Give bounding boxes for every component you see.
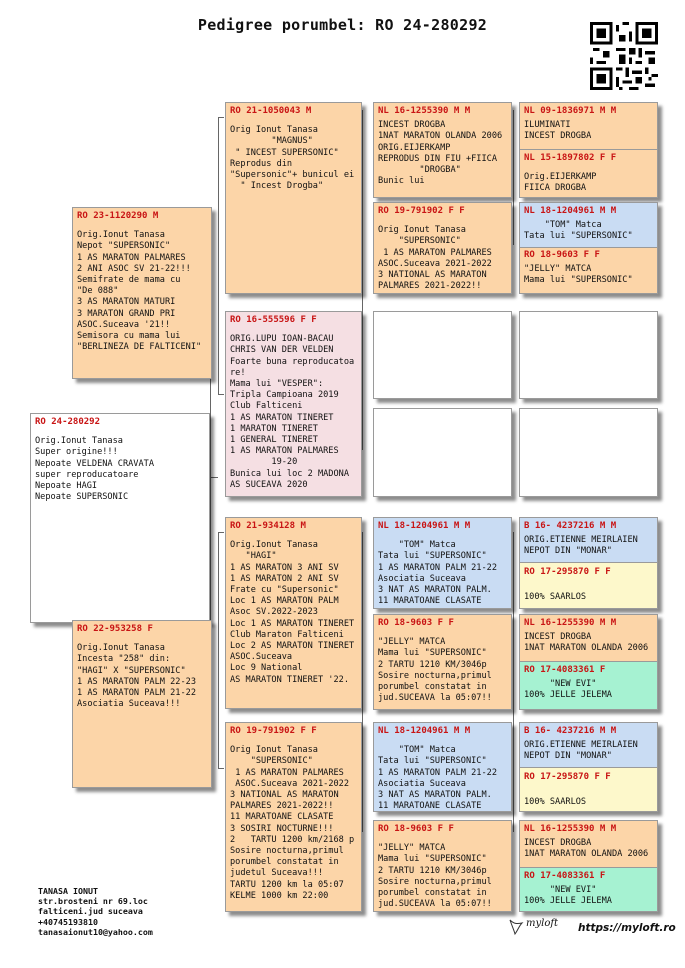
g3-card[interactable]: [373, 614, 512, 710]
ring-code: NL 18-1204961 M M: [524, 206, 617, 216]
g4-pair-card[interactable]: [519, 722, 658, 812]
ring-code: NL 16-1255390 M M: [378, 106, 471, 116]
card-description: Orig.Ionut Tanasa Nepot "SUPERSONIC" 1 AS MARATON PALMARES 2 ANI ASOC SV 21-22!!! Semifrate de mama cu "De 088" 3 AS MARATON MATURI 3 MARATON GRAND PRI ASOC.Suceava '21!! Semisora cu mama lui "BERLINEZA DE FALTICENI": [77, 230, 202, 353]
ring-code: B 16- 4237216 M M: [524, 726, 617, 736]
card-description: "TOM" Matca Tata lui "SUPERSONIC": [524, 220, 633, 242]
ring-code: NL 09-1836971 M M: [524, 106, 617, 116]
card-description: INCEST DROGBA 1NAT MARATON OLANDA 2006 ORIG.EIJERKAMP REPRODUS DIN FIU +FIICA "DROGBA" Bunic lui: [378, 120, 503, 187]
ring-code: RO 18-9603 F F: [378, 824, 454, 834]
card-description: "NEW EVI" 100% JELLE JELEMA: [524, 679, 612, 701]
g3-empty-card[interactable]: [373, 311, 512, 399]
pigeon-logo-icon: [508, 918, 524, 936]
ring-code: NL 18-1204961 M M: [378, 521, 471, 531]
grandsire-paternal-card[interactable]: [225, 102, 362, 294]
card-description: Orig.Ionut Tanasa "HAGI" 1 AS MARATON 3 ANI SV 1 AS MARATON 2 ANI SV Frate cu "Supersonic" Loc 1 AS MARATON PALM Asoc SV.2022-2023 Loc 1 AS MARATON TINERET Club Maraton Falticeni Loc 2 AS MARATON TINERET ASOC.Suceava Loc 9 National AS MARATON TINERET '22.: [230, 540, 355, 685]
card-description: Orig Ionut Tanasa "SUPERSONIC" 1 AS MARATON PALMARES ASOC.Suceava 2021-2022 3 NATIONAL AS MARATON PALMARES 2021-2022!! 11 MARATOANE CLASATE 3 SOSIRI NOCTURNE!!! 2 TARTU 1200 km/2168 p Sosire nocturna,primul porumbel constatat in judetul Suceava!!! TARTU 1200 km la 05:07 KELME 1000 km 22:00: [230, 745, 355, 901]
granddam-paternal-card[interactable]: [225, 311, 362, 497]
myloft-logo: myloft: [526, 918, 559, 929]
subject-card[interactable]: [30, 413, 210, 623]
g3-card[interactable]: [373, 722, 512, 812]
ring-code: RO 17-295870 F F: [524, 772, 611, 782]
granddam-maternal-card[interactable]: [225, 722, 362, 912]
ring-code: NL 16-1255390 M M: [524, 618, 617, 628]
card-description: Orig.EIJERKAMP FIICA DROGBA: [524, 172, 597, 194]
ring-code: RO 21-934128 M: [230, 521, 306, 531]
card-description: ORIG.LUPU IOAN-BACAU CHRIS VAN DER VELDEN Foarte buna reproducatoa re! Mama lui "VESPER": Tripla Campioana 2019 Club Falticeni 1 AS MARATON TINERET 1 MARATON TINERET 1 GENERAL TINERET 1 AS MARATON PALMARES 19-20 Bunica lui loc 2 MADONA AS SUCEAVA 2020: [230, 334, 355, 490]
ring-code: NL 18-1204961 M M: [378, 726, 471, 736]
card-description: 100% SAARLOS: [524, 797, 587, 808]
card-description: INCEST DROGBA 1NAT MARATON OLANDA 2006: [524, 838, 649, 860]
card-description: Orig Ionut Tanasa "SUPERSONIC" 1 AS MARATON PALMARES ASOC.Suceava 2021-2022 3 NATIONAL AS MARATON PALMARES 2021-2022!!: [378, 225, 492, 292]
ring-code: RO 17-4083361 F: [524, 665, 606, 675]
card-description: ILUMINATI INCEST DROGBA: [524, 120, 592, 142]
card-description: "TOM" Matca Tata lui "SUPERSONIC" 1 AS MARATON PALM 21-22 Asociatia Suceava 3 NAT AS MARATON PALM. 11 MARATOANE CLASATE: [378, 745, 497, 812]
card-description: ORIG.ETIENNE MEIRLAIEN NEPOT DIN "MONAR": [524, 740, 638, 762]
ring-code: RO 19-791902 F F: [378, 206, 465, 216]
ring-code: RO 17-295870 F F: [524, 567, 611, 577]
g4-empty-card[interactable]: [519, 408, 658, 497]
g4-pair-card[interactable]: [519, 102, 658, 198]
card-description: INCEST DROGBA 1NAT MARATON OLANDA 2006: [524, 632, 649, 654]
card-description: "JELLY" MATCA Mama lui "SUPERSONIC" 2 TARTU 1210 KM/3046p Sosire nocturna,primul porumbel constatat in jud.SUCEAVA la 05:07!!: [378, 637, 492, 704]
g4-pair-card[interactable]: [519, 202, 658, 294]
card-description: Orig.Ionut Tanasa Incesta "258" din: "HAGI" X "SUPERSONIC" 1 AS MARATON PALM 22-23 1 AS MARATON PALM 21-22 Asociatia Suceava!!!: [77, 643, 196, 710]
subject-description: Orig.Ionut Tanasa Super origine!!! Nepoate VELDENA CRAVATA super reproducatoare Nepoate HAGI Nepoate SUPERSONIC: [35, 436, 154, 503]
card-description: 100% SAARLOS: [524, 592, 587, 603]
g3-card[interactable]: [373, 517, 512, 609]
ring-code: RO 18-9603 F F: [378, 618, 454, 628]
ring-code: RO 21-1050043 M: [230, 106, 312, 116]
ring-code: RO 17-4083361 F: [524, 871, 606, 881]
ring-code: RO 22-953258 F: [77, 624, 153, 634]
ring-code: B 16- 4237216 M M: [524, 521, 617, 531]
subject-ring-code: RO 24-280292: [35, 417, 101, 427]
ring-code: RO 16-555596 F F: [230, 315, 317, 325]
g4-pair-card[interactable]: [519, 614, 658, 710]
card-description: "JELLY" MATCA Mama lui "SUPERSONIC" 2 TARTU 1210 KM/3046p Sosire nocturna,primul porumbel constatat in jud.SUCEAVA la 05:07!!: [378, 843, 492, 910]
g3-card[interactable]: [373, 202, 512, 294]
sire-card[interactable]: [72, 207, 212, 379]
grandsire-maternal-card[interactable]: [225, 517, 362, 709]
ring-code: RO 23-1120290 M: [77, 211, 159, 221]
g3-card[interactable]: [373, 102, 512, 198]
g4-empty-card[interactable]: [519, 311, 658, 399]
card-description: Orig Ionut Tanasa "MAGNUS" " INCEST SUPERSONIC" Reprodus din "Supersonic"+ bunicul ei " Incest Drogba": [230, 125, 355, 192]
website-link[interactable]: https://myloft.ro: [578, 922, 676, 934]
page-title: Pedigree porumbel: RO 24-280292: [197, 16, 488, 34]
dam-card[interactable]: [72, 620, 212, 788]
card-description: ORIG.ETIENNE MEIRLAIEN NEPOT DIN "MONAR": [524, 535, 638, 557]
g3-card[interactable]: [373, 820, 512, 912]
card-description: "JELLY" MATCA Mama lui "SUPERSONIC": [524, 264, 633, 286]
card-description: "NEW EVI" 100% JELLE JELEMA: [524, 885, 612, 907]
g4-pair-card[interactable]: [519, 820, 658, 912]
g4-pair-card[interactable]: [519, 517, 658, 609]
ring-code: RO 19-791902 F F: [230, 726, 317, 736]
qr-code: [590, 22, 658, 90]
ring-code: NL 16-1255390 M M: [524, 824, 617, 834]
card-description: "TOM" Matca Tata lui "SUPERSONIC" 1 AS MARATON PALM 21-22 Asociatia Suceava 3 NAT AS MARATON PALM. 11 MARATOANE CLASATE: [378, 540, 497, 607]
owner-contact: TANASA IONUT str.brosteni nr 69.loc falticeni.jud suceava +40745193810 tanasaionut10@yahoo.com: [38, 886, 153, 937]
ring-code: NL 15-1897802 F F: [524, 153, 617, 163]
ring-code: RO 18-9603 F F: [524, 250, 600, 260]
g3-empty-card[interactable]: [373, 408, 512, 497]
